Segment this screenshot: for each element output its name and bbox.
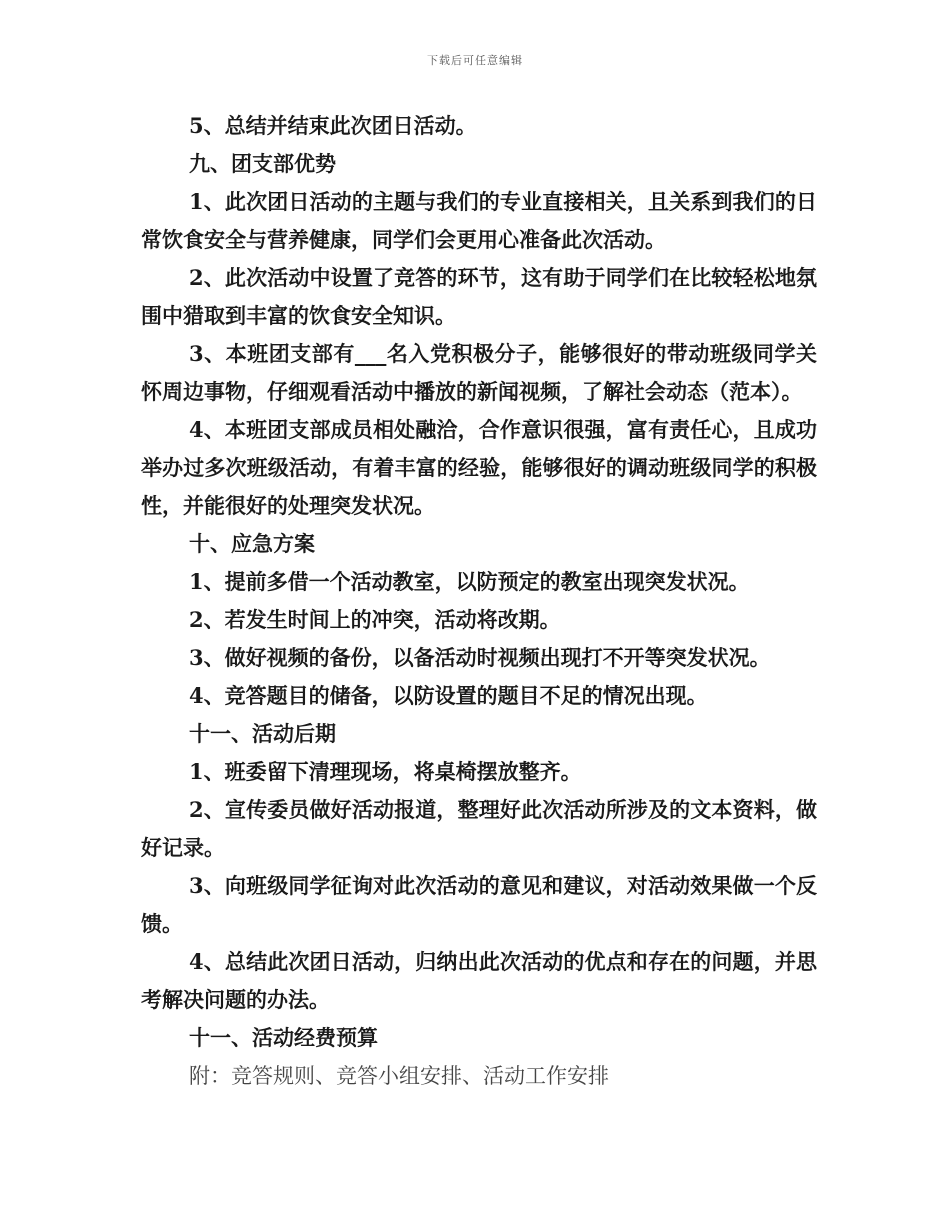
section-heading-post-activity: 十一、活动后期 <box>189 721 336 746</box>
paragraph: 4、竞答题目的储备，以防设置的题目不足的情况出现。 <box>189 683 708 708</box>
section-heading-advantages: 九、团支部优势 <box>189 151 336 176</box>
paragraph: 1、班委留下清理现场，将桌椅摆放整齐。 <box>189 759 582 784</box>
paragraph: 4、本班团支部成员相处融洽，合作意识很强，富有责任心，且成功举办过多次班级活动，有着丰富的经验，能够很好的调动班级同学的积极性，并能很好的处理突发状况。 <box>141 417 817 518</box>
paragraph: 3、做好视频的备份，以备活动时视频出现打不开等突发状况。 <box>189 645 771 670</box>
paragraph: 3、本班团支部有___名入党积极分子，能够很好的带动班级同学关怀周边事物，仔细观看活动中播放的新闻视频，了解社会动态（范本）。 <box>141 341 817 404</box>
attachment-note: 附：竞答规则、竞答小组安排、活动工作安排 <box>189 1064 609 1088</box>
document-body <box>141 107 817 1095</box>
paragraph: 2、宣传委员做好活动报道，整理好此次活动所涉及的文本资料，做好记录。 <box>141 797 817 860</box>
section-heading-emergency-plan: 十、应急方案 <box>189 531 315 556</box>
paragraph: 4、总结此次团日活动，归纳出此次活动的优点和存在的问题，并思考解决问题的办法。 <box>141 949 817 1012</box>
paragraph: 2、此次活动中设置了竞答的环节，这有助于同学们在比较轻松地氛围中猎取到丰富的饮食安全知识。 <box>141 265 817 328</box>
paragraph: 1、提前多借一个活动教室，以防预定的教室出现突发状况。 <box>189 569 750 594</box>
paragraph: 1、此次团日活动的主题与我们的专业直接相关，且关系到我们的日常饮食安全与营养健康，同学们会更用心准备此次活动。 <box>141 189 817 252</box>
paragraph: 3、向班级同学征询对此次活动的意见和建议，对活动效果做一个反馈。 <box>141 873 817 936</box>
page-header-note: 下载后可任意编辑 <box>427 54 523 67</box>
section-heading-budget: 十一、活动经费预算 <box>189 1025 378 1050</box>
paragraph: 2、若发生时间上的冲突，活动将改期。 <box>189 607 561 632</box>
paragraph: 5、总结并结束此次团日活动。 <box>189 113 477 138</box>
